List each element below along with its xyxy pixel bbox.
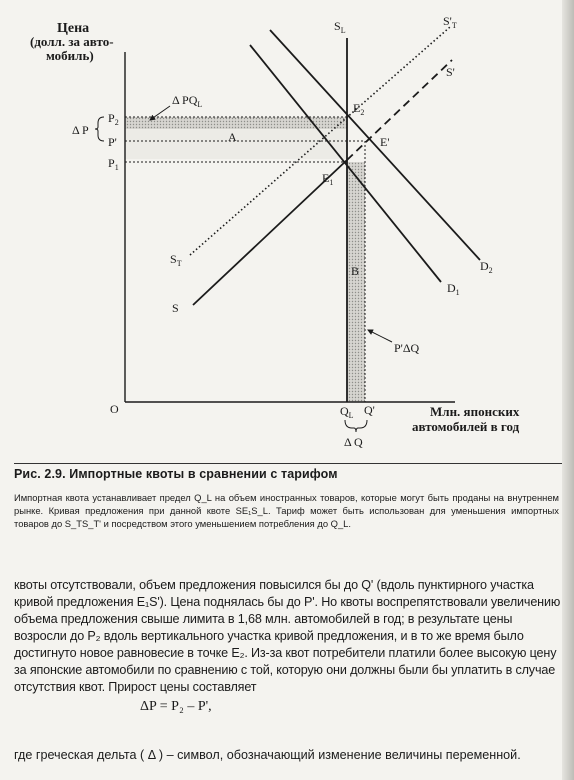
caption-rule <box>14 463 562 464</box>
p-delta-q-label: P'ΔQ <box>394 341 420 355</box>
area-b-label: B <box>351 264 360 278</box>
caption-text: Импортная квота устанавливает предел Q_L на объем иностранных товаров, которые могут быть проданы на внутреннем рынке. Кривая предложения при данной квоте SE₁S_L. Тариф может быть использован для уменьшения импортных товаров до S_TS_T' и посредством этого уменьшением потребления до Q_L. <box>14 492 559 529</box>
e1-label: $E_1$ <box>322 171 334 187</box>
d2-label: $D_2$ <box>480 259 493 275</box>
delta-p-bracket <box>95 117 104 141</box>
st-bottom-label: $S_T$ <box>170 252 182 268</box>
figure-caption <box>14 463 562 530</box>
s-label: S <box>172 301 179 315</box>
ql-label: $Q_L$ <box>340 404 354 420</box>
p-prime-label: P' <box>108 135 117 149</box>
y-axis-label-line3: мобиль) <box>46 48 94 63</box>
area-a-label: A <box>228 130 237 144</box>
body-text <box>14 577 562 696</box>
area-b <box>347 162 365 402</box>
delta-p-label: Δ P <box>72 123 89 137</box>
y-axis-label-line1: Цена <box>57 21 90 36</box>
x-axis-label-line2: автомобилей в год <box>412 419 520 434</box>
st-top-label: $S'_T$ <box>443 14 457 30</box>
delta-q-brace <box>345 420 367 432</box>
q-prime-label: Q' <box>364 403 375 417</box>
p1-label: $P_1$ <box>108 156 119 172</box>
x-axis-label-line1: Млн. японских <box>430 404 520 419</box>
demand-d1 <box>250 45 441 282</box>
body-paragraph: квоты отсутствовали, объем предложения повысился бы до Q' (вдоль пунктирного участка кривой предложения E₁S'). Цена поднялась бы до P'. Но квоты воспрепятствовали увеличению объема предложения свыше лимита в 1,68 млн. автомобилей в год; в результате цены возросли до P₂ вдоль вертикального участка кривой предложения, и в то же время было достигнуто новое равновесие в точке E₂. Из-за квот потребители платили более высокую цену за японские автомобили по сравнению с той, которую они должны были бы уплатить в случае отсутствия квот. Прирост цены составляет <box>14 578 561 694</box>
d1-label: $D_1$ <box>447 281 460 297</box>
p2-label: $P_2$ <box>108 111 119 127</box>
delta-q-label: Δ Q <box>344 435 363 449</box>
p-delta-q-arrow <box>368 330 392 342</box>
delta-note: где греческая дельта ( Δ ) – символ, обозначающий изменение величины переменной. <box>14 748 521 762</box>
s-prime-label: S' <box>446 65 455 79</box>
origin-label: O <box>110 402 119 416</box>
e-prime-label: E' <box>380 135 390 149</box>
e2-label: $E_2$ <box>353 101 365 117</box>
delta-p-formula: ΔP = P₂ – P', <box>140 699 212 714</box>
sl-label: $S_L$ <box>334 19 346 35</box>
caption-title: Рис. 2.9. Импортные квоты в сравнении с тарифом <box>14 467 338 481</box>
y-axis-label-line2: (долл. за авто- <box>30 34 114 49</box>
delta-pql-label: Δ $PQ_L$ <box>172 93 203 109</box>
